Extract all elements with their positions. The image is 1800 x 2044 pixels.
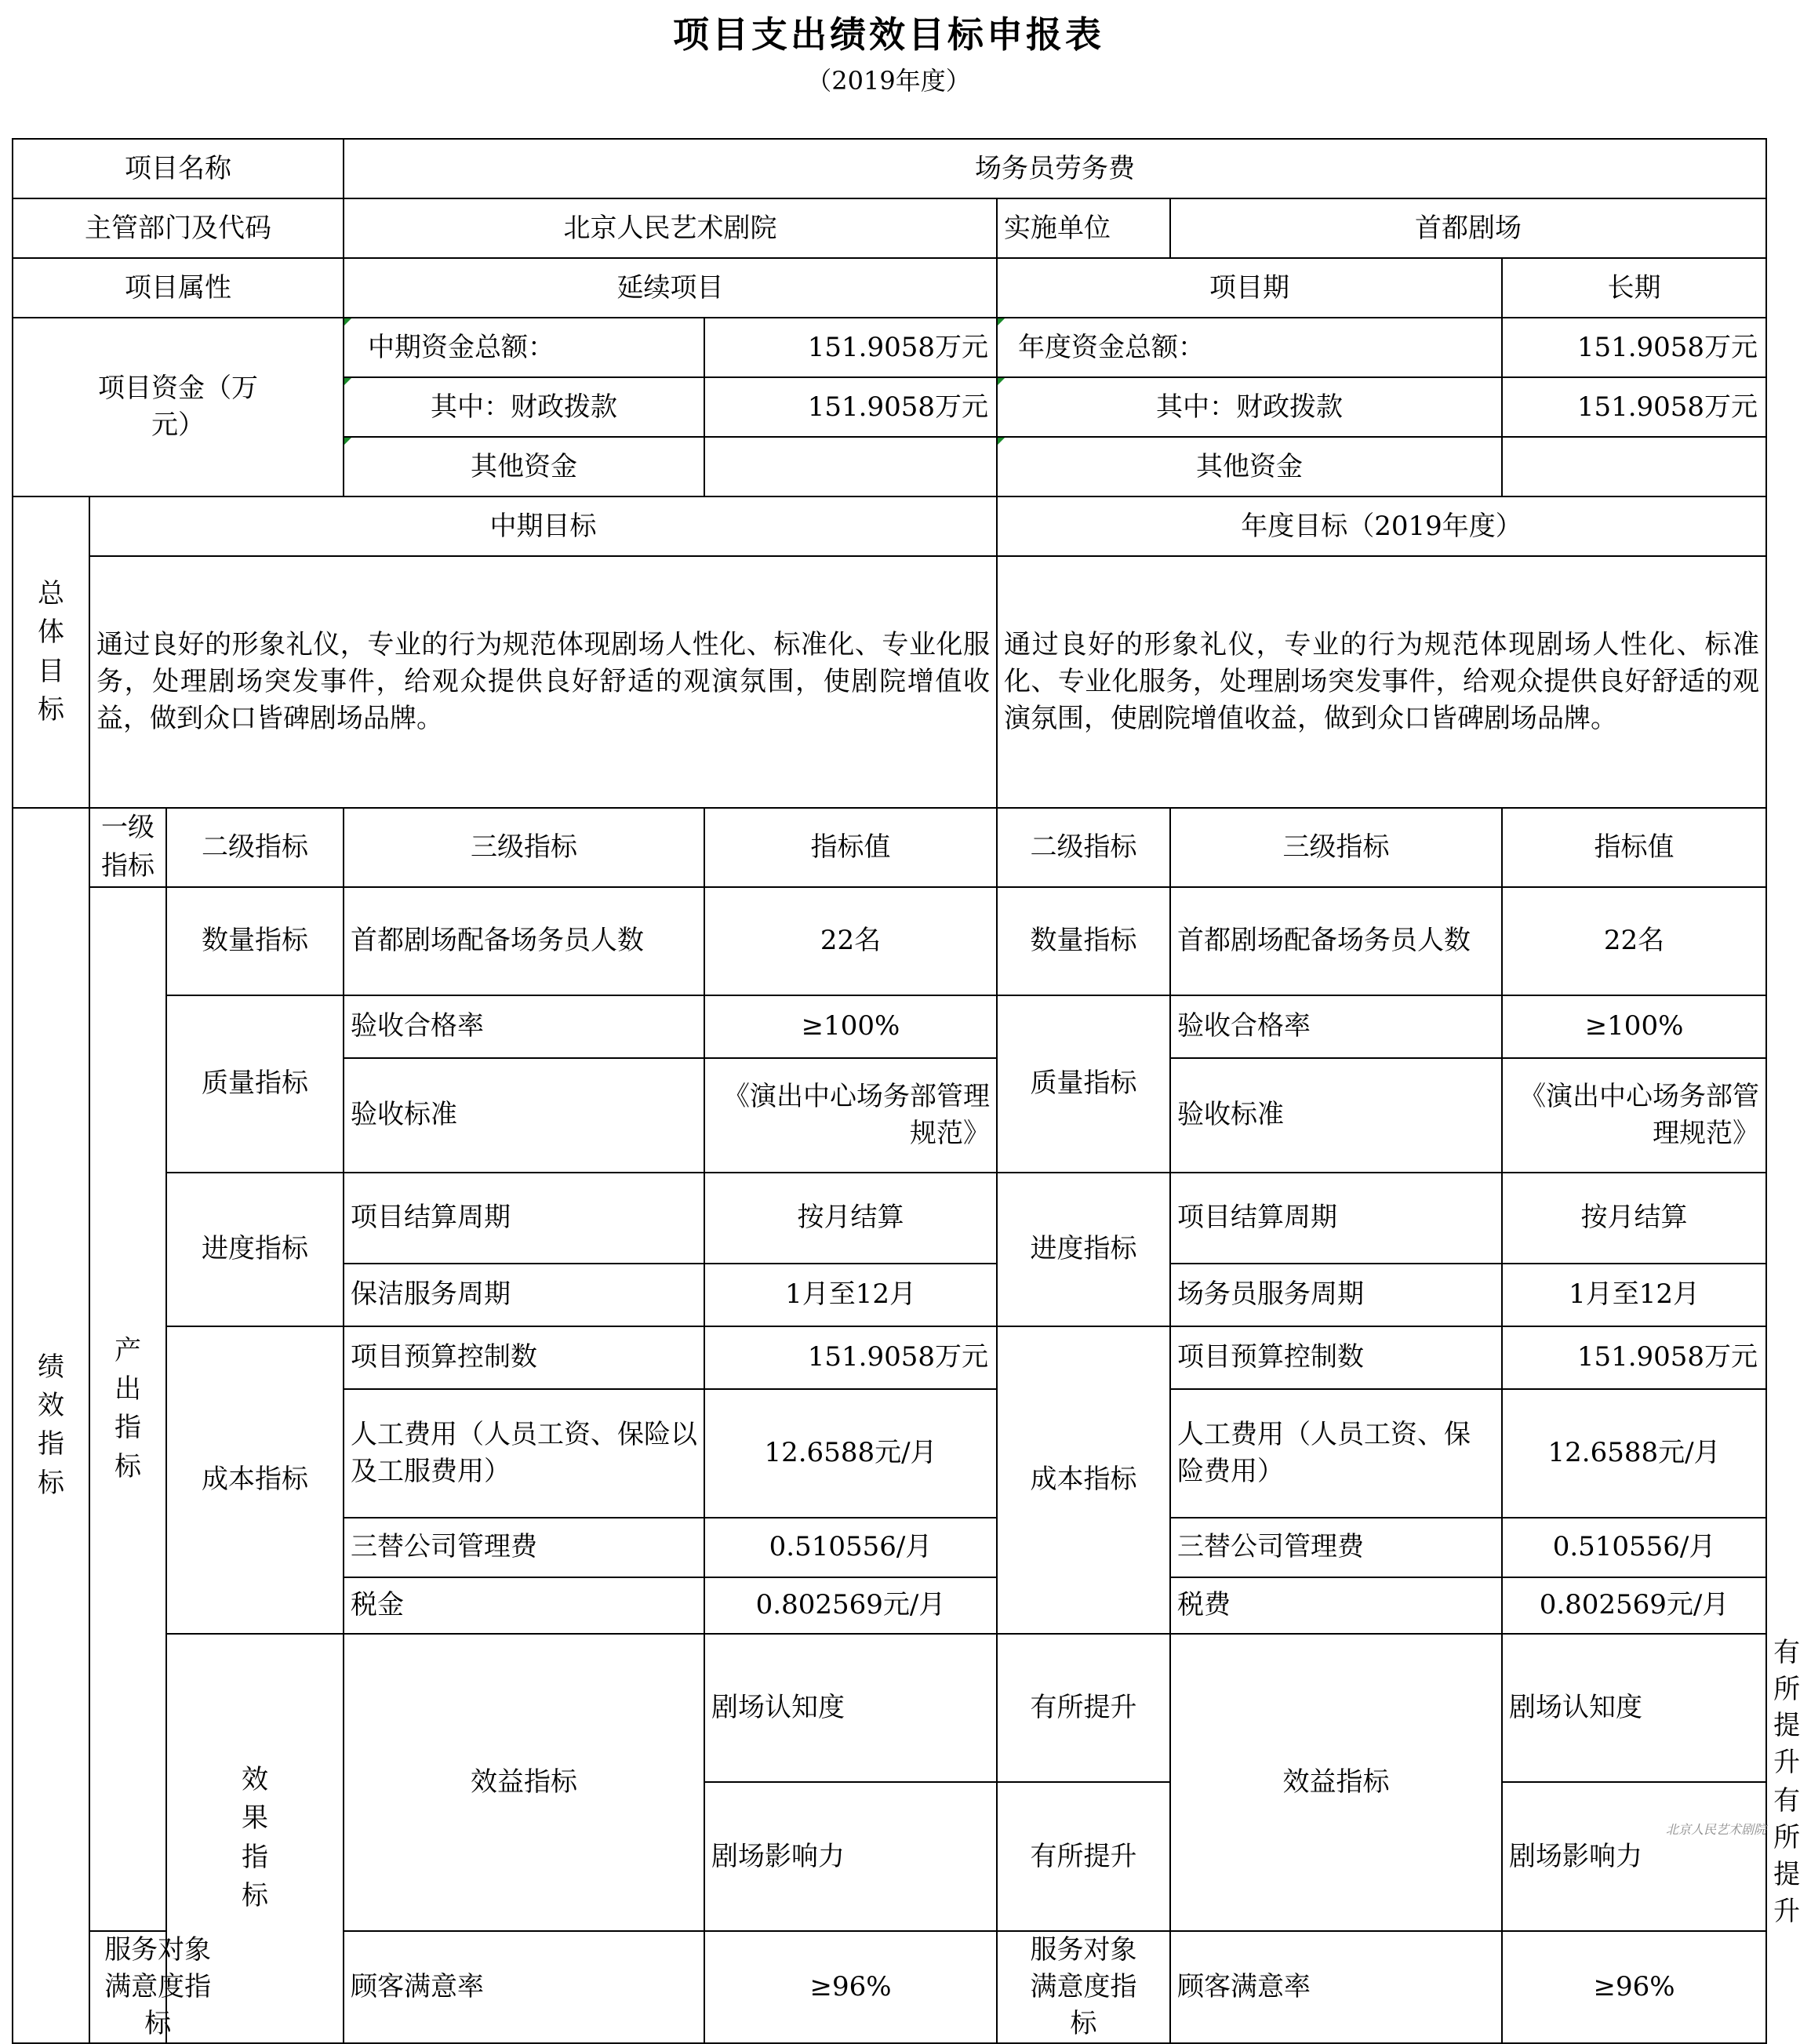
benefit-l3: 剧场影响力 bbox=[704, 1782, 997, 1931]
funds-total-row bbox=[13, 318, 1766, 377]
project-attribute-value: 延续项目 bbox=[344, 258, 997, 318]
quantity-value: 22名 bbox=[704, 887, 997, 995]
year-goal-label: 年度目标（2019年度） bbox=[997, 496, 1766, 556]
progress-value-year: 按月结算 bbox=[1502, 1173, 1766, 1264]
implementing-unit-value: 首都剧场 bbox=[1170, 198, 1766, 258]
progress-value: 按月结算 bbox=[704, 1173, 997, 1264]
funds-label bbox=[13, 318, 344, 496]
cost-value-year: 0.802569元/月 bbox=[1502, 1577, 1766, 1634]
benefit-value: 有所提升 bbox=[997, 1634, 1170, 1783]
cost-l3-year: 项目预算控制数 bbox=[1170, 1326, 1502, 1389]
progress-label: 进度指标 bbox=[166, 1173, 344, 1326]
progress-l3: 保洁服务周期 bbox=[344, 1264, 704, 1326]
funds-label-text: 项目资金（万元） bbox=[98, 373, 258, 441]
level3-header: 三级指标 bbox=[344, 808, 704, 887]
performance-target-form bbox=[12, 138, 1800, 2044]
satisfaction-label bbox=[89, 1931, 212, 2043]
benefit-value: 有所提升 bbox=[997, 1782, 1170, 1931]
cost-l3: 三替公司管理费 bbox=[344, 1518, 704, 1577]
cost-l3-year: 税费 bbox=[1170, 1577, 1502, 1634]
quality-value: ≥100% bbox=[704, 995, 997, 1058]
level1-header-text: 一级指标 bbox=[100, 812, 155, 882]
quantity-l3-year: 首都剧场配备场务员人数 bbox=[1170, 887, 1502, 995]
progress-label-year: 进度指标 bbox=[997, 1173, 1170, 1326]
satisfaction-value: ≥96% bbox=[704, 1931, 997, 2043]
indicator-header-row bbox=[13, 808, 1766, 887]
year-other-label: 其他资金 bbox=[997, 437, 1502, 496]
project-name-row bbox=[13, 139, 1766, 198]
cost-l3: 税金 bbox=[344, 1577, 704, 1634]
overall-goal-label-text: 总体目标 bbox=[37, 577, 64, 726]
level2-header: 二级指标 bbox=[166, 808, 344, 887]
cost-value: 0.510556/月 bbox=[704, 1518, 997, 1577]
year-goal-text: 通过良好的形象礼仪，专业的行为规范体现剧场人性化、标准化、专业化服务，处理剧场突发事件，给观众提供良好舒适的观演氛围，使剧院增值收益，做到众口皆碑剧场品牌。 bbox=[997, 556, 1766, 808]
satisfaction-label-year-text: 服务对象满意度指标 bbox=[1030, 1933, 1137, 2039]
project-name-label: 项目名称 bbox=[13, 139, 344, 198]
department-value: 北京人民艺术剧院 bbox=[344, 198, 997, 258]
goals-text-row bbox=[13, 556, 1766, 808]
quality-value-year: ≥100% bbox=[1502, 995, 1766, 1058]
satisfaction-l3-year: 顾客满意率 bbox=[1170, 1931, 1502, 2043]
output-indicator-label-text: 产出指标 bbox=[114, 1334, 141, 1482]
quality-l3: 验收标准 bbox=[344, 1058, 704, 1173]
mid-total-label: 中期资金总额： bbox=[344, 318, 704, 377]
cost-label-year: 成本指标 bbox=[997, 1326, 1170, 1634]
project-attribute-label: 项目属性 bbox=[13, 258, 344, 318]
quantity-l3: 首都剧场配备场务员人数 bbox=[344, 887, 704, 995]
progress-l3-year: 场务员服务周期 bbox=[1170, 1264, 1502, 1326]
overall-goal-label bbox=[13, 496, 89, 808]
cost-label: 成本指标 bbox=[166, 1326, 344, 1634]
mid-other-label: 其他资金 bbox=[344, 437, 704, 496]
quality-label: 质量指标 bbox=[166, 995, 344, 1173]
quality-value: 《演出中心场务部管理规范》 bbox=[704, 1058, 997, 1173]
department-label: 主管部门及代码 bbox=[13, 198, 344, 258]
mid-fiscal-value: 151.9058万元 bbox=[704, 377, 997, 437]
watermark: 北京人民艺术剧院 bbox=[1665, 1822, 1766, 1837]
performance-indicator-label bbox=[13, 808, 89, 2043]
cost-l3-year: 人工费用（人员工资、保险费用） bbox=[1170, 1389, 1502, 1518]
project-period-value: 长期 bbox=[1502, 258, 1766, 318]
value-header-year: 指标值 bbox=[1502, 808, 1766, 887]
effect-indicator-label-text: 效果指标 bbox=[242, 1763, 268, 1911]
department-row bbox=[13, 198, 1766, 258]
benefit-row: 剧场影响力 有所提升 剧场影响力 有所提升 bbox=[13, 1782, 1766, 1931]
year-total-value: 151.9058万元 bbox=[1502, 318, 1766, 377]
mid-goal-text: 通过良好的形象礼仪，专业的行为规范体现剧场人性化、标准化、专业化服务，处理剧场突发事件，给观众提供良好舒适的观演氛围，使剧院增值收益，做到众口皆碑剧场品牌。 bbox=[89, 556, 997, 808]
progress-value: 1月至12月 bbox=[704, 1264, 997, 1326]
quality-row bbox=[13, 995, 1766, 1058]
cost-l3: 人工费用（人员工资、保险以及工服费用） bbox=[344, 1389, 704, 1518]
benefit-label: 效益指标 bbox=[344, 1634, 704, 1931]
mid-goal-label: 中期目标 bbox=[89, 496, 997, 556]
page-title: 项目支出绩效目标申报表 bbox=[673, 13, 1104, 56]
progress-l3-year: 项目结算周期 bbox=[1170, 1173, 1502, 1264]
level1-header bbox=[89, 808, 166, 887]
mid-fiscal-label: 其中：财政拨款 bbox=[344, 377, 704, 437]
mid-total-value: 151.9058万元 bbox=[704, 318, 997, 377]
quantity-label-year: 数量指标 bbox=[997, 887, 1170, 995]
level2-header-year: 二级指标 bbox=[997, 808, 1170, 887]
output-indicator-label bbox=[89, 887, 166, 1931]
performance-indicator-label-text: 绩效指标 bbox=[37, 1351, 64, 1499]
quality-l3-year: 验收标准 bbox=[1170, 1058, 1502, 1173]
satisfaction-label-year bbox=[997, 1931, 1170, 2043]
satisfaction-label-text: 服务对象满意度指标 bbox=[104, 1933, 212, 2039]
level3-header-year: 三级指标 bbox=[1170, 808, 1502, 887]
progress-row bbox=[13, 1173, 1766, 1264]
cost-l3: 项目预算控制数 bbox=[344, 1326, 704, 1389]
progress-l3: 项目结算周期 bbox=[344, 1173, 704, 1264]
progress-value-year: 1月至12月 bbox=[1502, 1264, 1766, 1326]
quantity-value-year: 22名 bbox=[1502, 887, 1766, 995]
quality-value-year: 《演出中心场务部管理规范》 bbox=[1502, 1058, 1766, 1173]
cost-value-year: 0.510556/月 bbox=[1502, 1518, 1766, 1577]
quantity-row bbox=[13, 887, 1766, 995]
satisfaction-l3: 顾客满意率 bbox=[344, 1931, 704, 2043]
satisfaction-value-year: ≥96% bbox=[1502, 1931, 1766, 2043]
project-attribute-row bbox=[13, 258, 1766, 318]
project-name-value: 场务员劳务费 bbox=[344, 139, 1766, 198]
benefit-l3: 剧场认知度 bbox=[704, 1634, 997, 1783]
cost-row bbox=[13, 1326, 1766, 1389]
mid-other-value bbox=[704, 437, 997, 496]
value-header: 指标值 bbox=[704, 808, 997, 887]
goals-header-row bbox=[13, 496, 1766, 556]
page-subtitle: （2019年度） bbox=[806, 66, 971, 96]
benefit-l3-year: 剧场认知度 bbox=[1502, 1634, 1766, 1783]
implementing-unit-label: 实施单位 bbox=[997, 198, 1170, 258]
quality-l3: 验收合格率 bbox=[344, 995, 704, 1058]
project-period-label: 项目期 bbox=[997, 258, 1502, 318]
cost-value-year: 12.6588元/月 bbox=[1502, 1389, 1766, 1518]
benefit-row: 效果指标 效益指标 剧场认知度 有所提升 效益指标 剧场认知度 有所提升 bbox=[13, 1634, 1766, 1783]
quantity-label: 数量指标 bbox=[166, 887, 344, 995]
quality-label-year: 质量指标 bbox=[997, 995, 1170, 1173]
cost-value-year: 151.9058万元 bbox=[1502, 1326, 1766, 1389]
cost-l3-year: 三替公司管理费 bbox=[1170, 1518, 1502, 1577]
year-fiscal-value: 151.9058万元 bbox=[1502, 377, 1766, 437]
year-other-value bbox=[1502, 437, 1766, 496]
quality-l3-year: 验收合格率 bbox=[1170, 995, 1502, 1058]
cost-value: 12.6588元/月 bbox=[704, 1389, 997, 1518]
cost-value: 151.9058万元 bbox=[704, 1326, 997, 1389]
year-fiscal-label: 其中：财政拨款 bbox=[997, 377, 1502, 437]
benefit-l3-year: 剧场影响力 bbox=[1502, 1782, 1766, 1931]
benefit-label-year: 效益指标 bbox=[1170, 1634, 1502, 1931]
cost-value: 0.802569元/月 bbox=[704, 1577, 997, 1634]
year-total-label: 年度资金总额： bbox=[997, 318, 1502, 377]
